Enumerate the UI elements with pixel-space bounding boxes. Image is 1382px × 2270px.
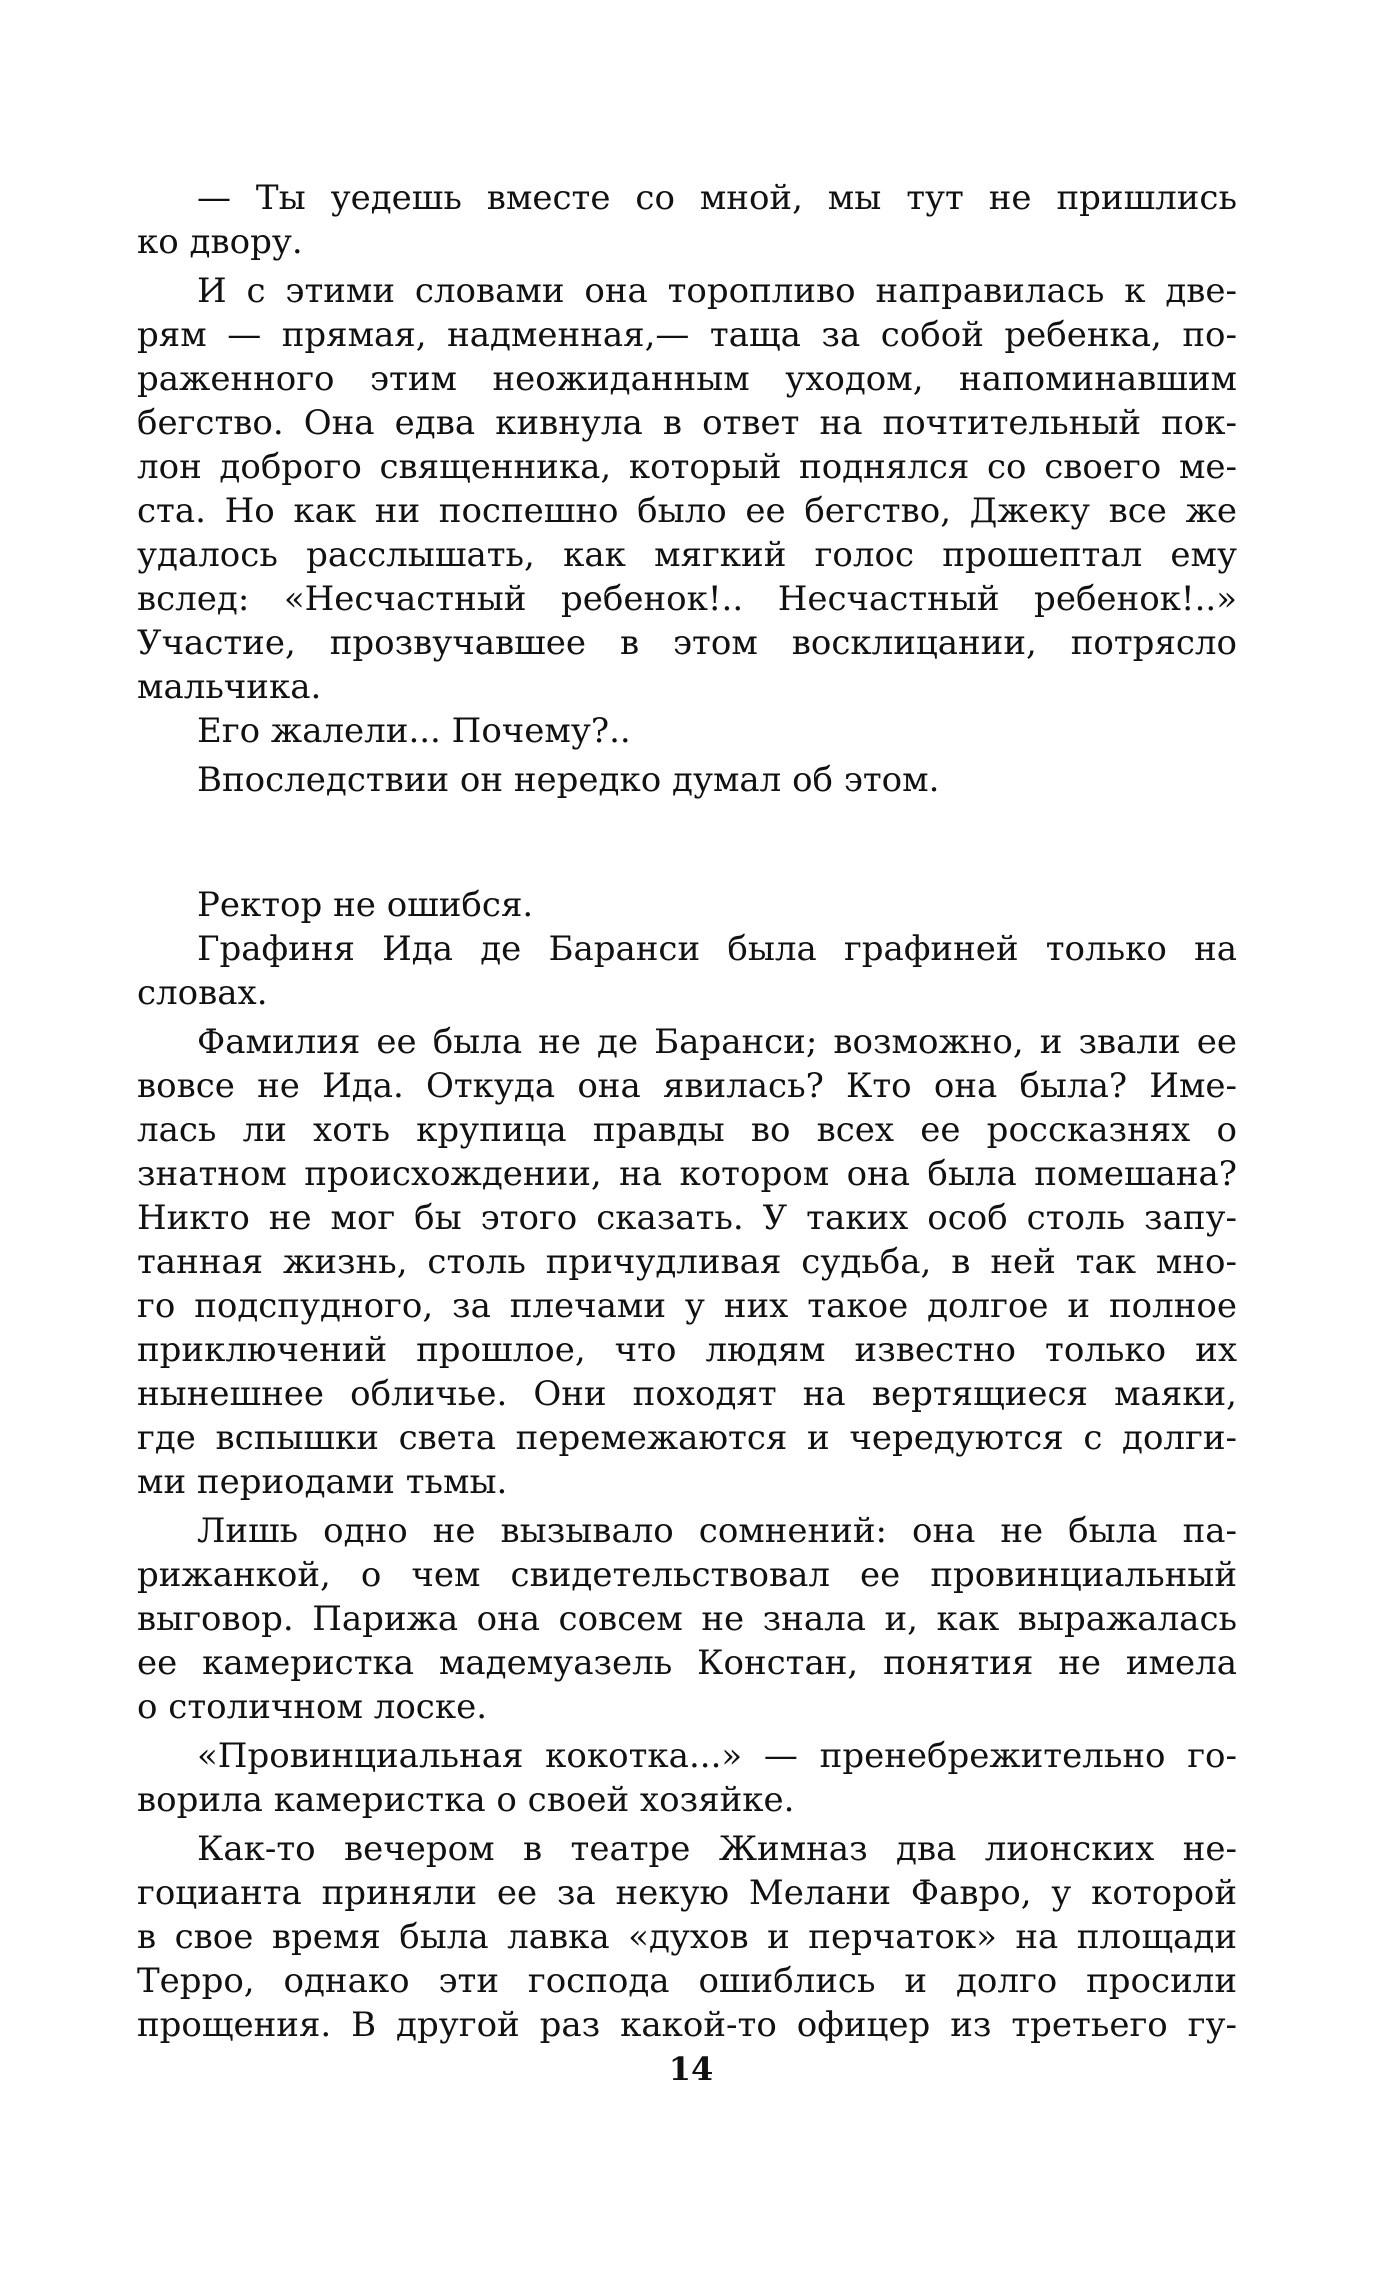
text-line: раженного этим неожиданным уходом, напоминавшим xyxy=(137,359,1237,399)
text-line: ста. Но как ни поспешно было ее бегство, Джеку все же xyxy=(137,491,1237,531)
text-line: ворила камеристка о своей хозяйке. xyxy=(137,1780,795,1820)
page-number: 14 xyxy=(668,2050,714,2088)
paragraph xyxy=(137,883,1237,927)
text-line: гоцианта приняли ее за некую Мелани Фавро, у которой xyxy=(137,1873,1237,1913)
paragraph xyxy=(137,758,1237,802)
paragraph xyxy=(137,176,1237,264)
text-line: вслед: «Несчастный ребенок!.. Несчастный ребенок!..» xyxy=(137,579,1237,619)
text-line: Впоследствии он нередко думал об этом. xyxy=(197,760,940,800)
text-line: И с этими словами она торопливо направилась к две- xyxy=(197,271,1237,311)
text-line: удалось расслышать, как мягкий голос прошептал ему xyxy=(137,535,1237,575)
text-line: прощения. В другой раз какой-то офицер из третьего гу- xyxy=(137,2005,1237,2045)
text-line: мальчика. xyxy=(137,667,322,707)
text-line: танная жизнь, столь причудливая судьба, в ней так мно- xyxy=(137,1242,1237,1282)
text-line: лась ли хоть крупица правды во всех ее россказнях о xyxy=(137,1110,1237,1150)
text-line: ми периодами тьмы. xyxy=(137,1462,508,1502)
text-line: ее камеристка мадемуазель Констан, понятия не имела xyxy=(137,1643,1237,1683)
page-body xyxy=(137,176,1237,2047)
text-line: о столичном лоске. xyxy=(137,1687,488,1727)
paragraph xyxy=(137,269,1237,709)
text-line: Ректор не ошибся. xyxy=(197,885,534,925)
text-line: «Провинциальная кокотка...» — пренебрежительно го- xyxy=(197,1736,1237,1776)
text-line: Его жалели... Почему?.. xyxy=(197,711,631,751)
text-line: в свое время была лавка «духов и перчаток» на площади xyxy=(137,1917,1237,1957)
paragraph xyxy=(137,1734,1237,1822)
text-line: Терро, однако эти господа ошиблись и долго просили xyxy=(137,1961,1237,2001)
text-line: рижанкой, о чем свидетельствовал ее провинциальный xyxy=(137,1555,1237,1595)
text-line: — Ты уедешь вместе со мной, мы тут не пришлись xyxy=(197,178,1237,218)
text-line: вовсе не Ида. Откуда она явилась? Кто она была? Име- xyxy=(137,1066,1237,1106)
text-line: Лишь одно не вызывало сомнений: она не была па- xyxy=(197,1511,1237,1551)
text-line: лон доброго священника, который поднялся со своего ме- xyxy=(137,447,1237,487)
text-line: нынешнее обличье. Они походят на вертящиеся маяки, xyxy=(137,1374,1237,1414)
text-line: ко двору. xyxy=(137,222,303,262)
paragraph xyxy=(137,709,1237,753)
text-line: выговор. Парижа она совсем не знала и, как выражалась xyxy=(137,1599,1237,1639)
text-line: словах. xyxy=(137,973,268,1013)
text-line: приключений прошлое, что людям известно только их xyxy=(137,1330,1237,1370)
text-line: рям — прямая, надменная,— таща за собой ребенка, по- xyxy=(137,315,1237,355)
text-line: Участие, прозвучавшее в этом восклицании, потрясло xyxy=(137,623,1237,663)
text-line: Как-то вечером в театре Жимназ два лионских не- xyxy=(197,1829,1237,1869)
text-line: Графиня Ида де Баранси была графиней только на xyxy=(197,929,1237,969)
paragraph xyxy=(137,1509,1237,1729)
text-line: Фамилия ее была не де Баранси; возможно, и звали ее xyxy=(197,1022,1237,1062)
paragraph xyxy=(137,1020,1237,1504)
text-line: го подспудного, за плечами у них такое долгое и полное xyxy=(137,1286,1237,1326)
paragraph xyxy=(137,1827,1237,2047)
text-line: бегство. Она едва кивнула в ответ на почтительный пок- xyxy=(137,403,1237,443)
text-line: Никто не мог бы этого сказать. У таких особ столь запу- xyxy=(137,1198,1237,1238)
paragraph xyxy=(137,927,1237,1015)
text-line: где вспышки света перемежаются и чередуются с долги- xyxy=(137,1418,1237,1458)
text-line: знатном происхождении, на котором она была помешана? xyxy=(137,1154,1237,1194)
